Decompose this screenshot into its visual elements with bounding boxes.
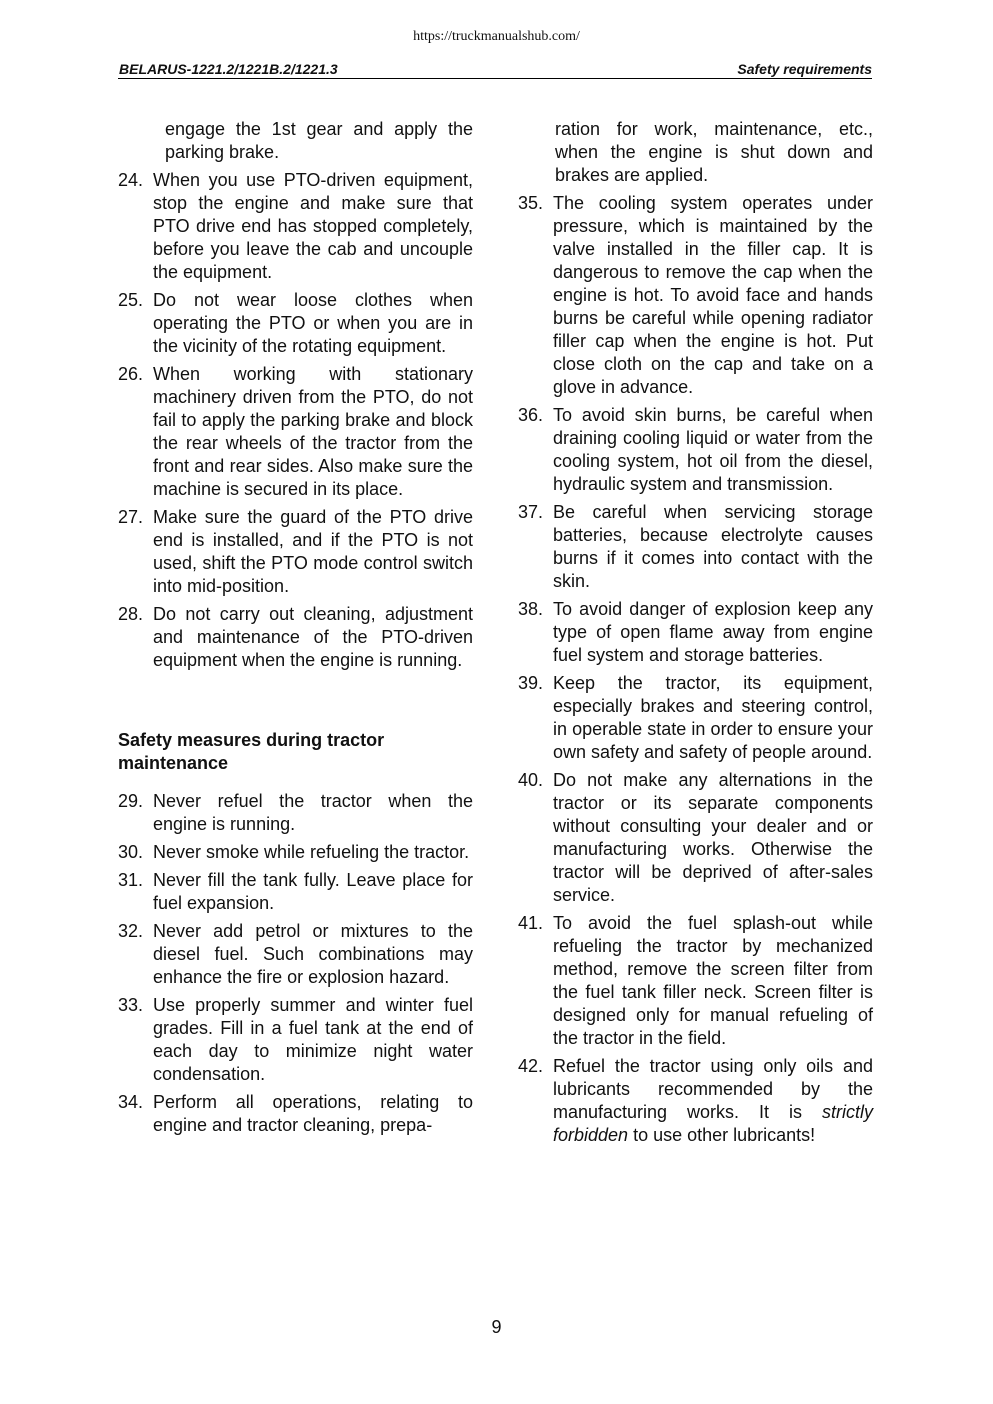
continued-text: engage the 1st gear and apply the parking brake. (165, 119, 473, 162)
item-text: Do not wear loose clothes when operating the PTO or when you are in the vicinity of the rotating equipment. (153, 290, 473, 356)
manual-title: BELARUS-1221.2/1221B.2/1221.3 (119, 61, 338, 77)
continued-text: ration for work, maintenance, etc., when the engine is shut down and brakes are applied. (555, 119, 873, 185)
list-item (518, 672, 873, 764)
item-number: 26. (118, 364, 144, 384)
list-item (118, 790, 473, 836)
list-item (118, 841, 473, 864)
item-number: 31. (118, 870, 144, 890)
item-number: 33. (118, 995, 144, 1015)
item-number: 30. (118, 842, 144, 862)
list-item (118, 506, 473, 598)
item-number: 32. (118, 921, 144, 941)
item-text: Be careful when servicing storage batteries, because electrolyte causes burns if it comes into contact with the skin. (553, 502, 873, 591)
list-item (518, 404, 873, 496)
list-item (518, 192, 873, 399)
section-name: Safety requirements (737, 61, 872, 77)
item-text: Never smoke while refueling the tractor. (153, 842, 470, 862)
item-text: Never fill the tank fully. Leave place for fuel expansion. (153, 870, 473, 913)
item-number: 34. (118, 1092, 144, 1112)
numbered-list (118, 169, 473, 672)
item-text: To avoid the fuel splash-out while refueling the tractor by mechanized method, remove the screen filter from the fuel tank filler neck. Screen filter is designed only for manual refueling of the tractor in the field. (553, 913, 873, 1048)
item-number: 24. (118, 170, 144, 190)
item-text: Perform all operations, relating to engine and tractor cleaning, prepa- (153, 1092, 473, 1135)
item-number: 28. (118, 604, 144, 624)
list-item (118, 869, 473, 915)
item-text: Do not make any alternations in the tractor or its separate components without consulting your dealer and or manufacturing works. Otherwise the tractor will be deprived of after-sales service. (553, 770, 873, 905)
page-header (118, 60, 872, 79)
item-number: 42. (518, 1056, 544, 1076)
right-column (518, 118, 873, 1152)
item-text: Do not carry out cleaning, adjustment and maintenance of the PTO-driven equipment when the engine is running. (153, 604, 473, 670)
page-number: 9 (491, 1317, 502, 1337)
item-text: Refuel the tractor using only oils and lubricants recommended by the manufacturing works. It is strictly forbidden to use other lubricants! (553, 1056, 873, 1145)
item-number: 35. (518, 193, 544, 213)
list-item (118, 994, 473, 1086)
item-text: Never refuel the tractor when the engine is running. (153, 791, 473, 834)
item-text: Use properly summer and winter fuel grades. Fill in a fuel tank at the end of each day to minimize night water condensation. (153, 995, 473, 1084)
list-item (118, 920, 473, 989)
item-number: 38. (518, 599, 544, 619)
item-number: 27. (118, 507, 144, 527)
list-item (118, 363, 473, 501)
item-text: The cooling system operates under pressure, which is maintained by the valve installed in the filler cap. It is dangerous to remove the cap when the engine is hot. To avoid face and hands burns be careful while opening radiator filler cap when the engine is hot. Put close cloth on the cap and take on a glove in advance. (553, 193, 873, 397)
list-item (518, 501, 873, 593)
item-number: 41. (518, 913, 544, 933)
item-text: Make sure the guard of the PTO drive end is installed, and if the PTO is not used, shift the PTO mode control switch into mid-position. (153, 507, 473, 596)
source-url[interactable]: https://truckmanualshub.com/ (413, 29, 580, 44)
list-item (518, 598, 873, 667)
list-item (118, 169, 473, 284)
list-item (518, 912, 873, 1050)
item-number: 37. (518, 502, 544, 522)
item-text: Keep the tractor, its equipment, especially brakes and steering control, in operable state in order to ensure your own safety and safety of people around. (553, 673, 873, 762)
numbered-list (518, 192, 873, 1050)
item-text: When you use PTO-driven equipment, stop the engine and make sure that PTO drive end has stopped completely, before you leave the cab and uncouple the equipment. (153, 170, 473, 282)
list-item (518, 769, 873, 907)
list-item (118, 603, 473, 672)
numbered-list (118, 790, 473, 1137)
item-text: To avoid danger of explosion keep any type of open flame away from engine fuel system and storage batteries. (553, 599, 873, 665)
item-text: To avoid skin burns, be careful when draining cooling liquid or water from the cooling system, hot oil from the diesel, hydraulic system and transmission. (553, 405, 873, 494)
item-number: 29. (118, 791, 144, 811)
list-item (118, 289, 473, 358)
item-number: 39. (518, 673, 544, 693)
left-column (118, 118, 473, 1142)
emphasis: strictly forbidden (553, 1102, 873, 1145)
item-text: When working with stationary machinery driven from the PTO, do not fail to apply the parking brake and block the rear wheels of the tractor from the front and rear sides. Also make sure the machine is secured in its place. (153, 364, 473, 499)
list-item (518, 1055, 873, 1147)
list-item (118, 1091, 473, 1137)
item-text: Never add petrol or mixtures to the diesel fuel. Such combinations may enhance the fire or explosion hazard. (153, 921, 473, 987)
item-number: 25. (118, 290, 144, 310)
item-number: 40. (518, 770, 544, 790)
item-number: 36. (518, 405, 544, 425)
section-heading: Safety measures during tractor maintenance (118, 730, 385, 773)
